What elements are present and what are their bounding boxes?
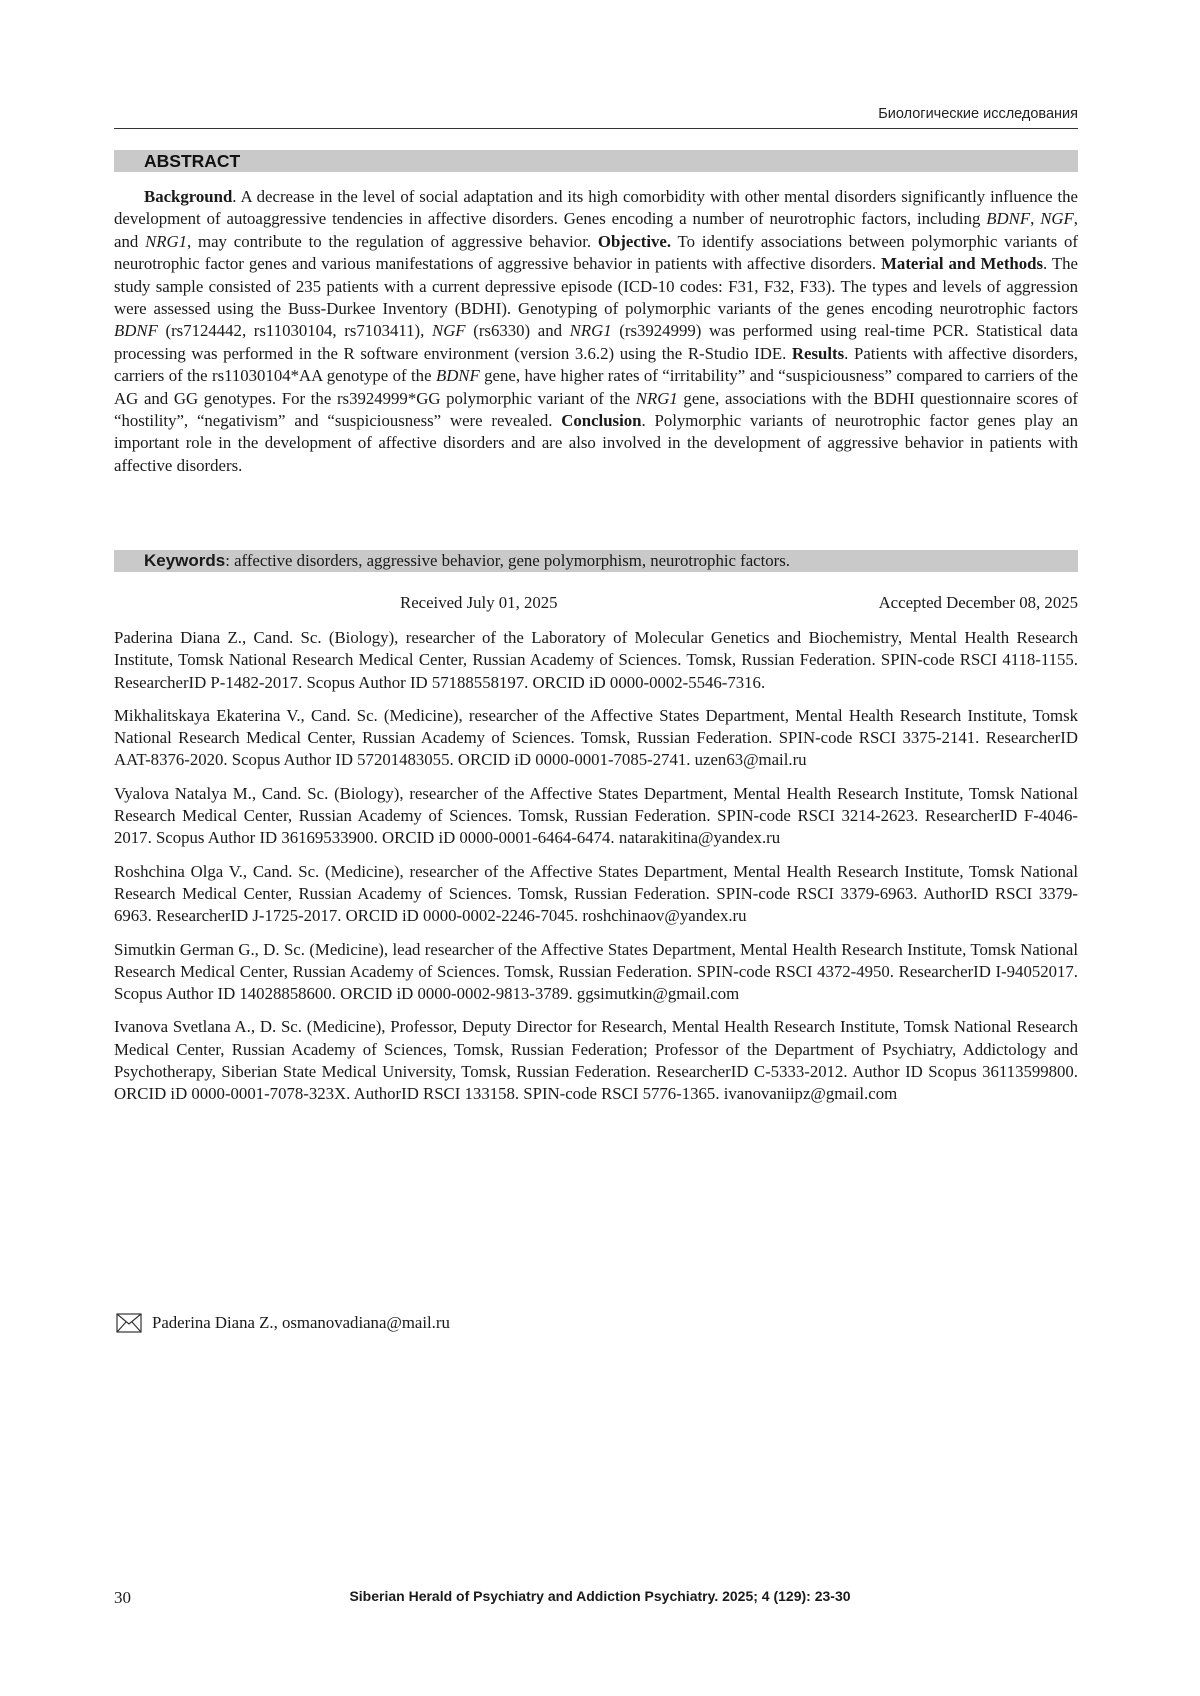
background-label: Background	[144, 187, 233, 206]
keywords-text: : affective disorders, aggressive behavior, gene polymorphism, neurotrophic factors.	[225, 551, 790, 570]
gene-name: NRG1	[145, 231, 188, 251]
author-entry: Simutkin German G., D. Sc. (Medicine), lead researcher of the Affective States Department, Mental Health Research Institute, Tomsk National Research Medical Center, Russian Academy of Sciences. Tomsk, Russian Federation. SPIN-code RSCI 4372-4950. ResearcherID I-94052017. Scopus Author ID 14028858600. ORCID iD 0000-0002-9813-3789. ggsimutkin@gmail.com	[114, 939, 1078, 1004]
abstract-heading: ABSTRACT	[144, 151, 241, 171]
keywords	[144, 550, 1074, 572]
results-label: Results	[791, 343, 845, 363]
separator: , and	[114, 209, 1078, 251]
header-rule	[114, 128, 1078, 129]
objective-text: To identify associations between polymorphic variants of neurotrophic factor genes and various manifestations of aggressive behavior in patients with affective disorders.	[114, 231, 1078, 274]
methods-text: (rs7124442, rs11030104, rs7103411),	[157, 321, 432, 341]
keywords-label: Keywords	[144, 551, 226, 570]
conclusion-text: . Polymorphic variants of neurotrophic factor genes play an important role in the development of affective disorders and are also involved in the development of aggressive behavior in patients with affective disorders.	[114, 411, 1078, 475]
gene-name: BDNF	[986, 209, 1031, 229]
methods-text: (rs3924999) was performed using real-time PCR. Statistical data processing was performed in the R software environment (version 3.6.2) using the R-Studio IDE.	[114, 321, 1078, 363]
author-entry: Roshchina Olga V., Cand. Sc. (Medicine), researcher of the Affective States Department, Mental Health Research Institute, Tomsk National Research Medical Center, Russian Academy of Sciences. Tomsk, Russian Federation. SPIN-code RSCI 3379-6963. AuthorID RSCI 3379-6963. ResearcherID J-1725-2017. ORCID iD 0000-0002-2246-7045. roshchinaov@yandex.ru	[114, 861, 1078, 926]
correspondence	[116, 1313, 450, 1333]
running-title: Биологические исследования	[878, 106, 1078, 122]
received-date: Received July 01, 2025	[400, 593, 558, 612]
gene-name: NGF	[1040, 209, 1074, 229]
results-text: gene, associations with the BDHI questionnaire scores of “hostility”, “negativism” and “suspiciousness” were revealed.	[114, 388, 1078, 431]
gene-name: NRG1	[569, 321, 612, 341]
background-text: . A decrease in the level of social adaptation and its high comorbidity with other mental disorders significantly influence the development of autoaggressive tendencies in affective disorders. Genes encoding a number of neurotrophic factors, including	[114, 187, 1078, 229]
separator: ,	[1030, 209, 1041, 229]
gene-name: NRG1	[635, 388, 678, 408]
author-entry: Ivanova Svetlana A., D. Sc. (Medicine), Professor, Deputy Director for Research, Mental Health Research Institute, Tomsk National Research Medical Center, Russian Academy of Sciences, Tomsk, Russian Federation; Professor of the Department of Psychiatry, Addictology and Psychotherapy, Siberian State Medical University, Tomsk, Russian Federation. ResearcherID C-5333-2012. Author ID Scopus 36113599800. ORCID iD 0000-0001-7078-323X. AuthorID RSCI 133158. SPIN-code RSCI 5776-1365. ivanovaniipz@gmail.com	[114, 1017, 1078, 1104]
author-list	[114, 627, 1078, 1117]
page-number: 30	[114, 1588, 131, 1607]
methods-label: Material and Methods	[881, 254, 1044, 274]
results-text: gene, have higher rates of “irritability” and “suspiciousness” compared to carriers of the AG and GG genotypes. For the rs3924999*GG polymorphic variant of the	[114, 366, 1078, 408]
abstract-text	[114, 186, 1078, 477]
objective-label: Objective.	[597, 231, 672, 251]
abstract-heading-band	[114, 150, 1078, 172]
author-entry: Vyalova Natalya M., Cand. Sc. (Biology), researcher of the Affective States Department, Mental Health Research Institute, Tomsk National Research Medical Center, Russian Academy of Sciences. Tomsk, Russian Federation. SPIN-code RSCI 3214-2623. ResearcherID F-4046-2017. Scopus Author ID 36169533900. ORCID iD 0000-0001-6464-6474. natarakitina@yandex.ru	[114, 783, 1078, 848]
results-text: . Patients with affective disorders, carriers of the rs11030104*AA genotype of the	[114, 343, 1078, 386]
envelope-icon	[116, 1313, 142, 1333]
gene-name: BDNF	[114, 321, 158, 341]
journal-citation: Siberian Herald of Psychiatry and Addiction Psychiatry. 2025; 4 (129): 23-30	[349, 1588, 851, 1604]
conclusion-label: Conclusion	[561, 411, 642, 431]
gene-name: NGF	[432, 321, 466, 341]
author-entry: Mikhalitskaya Ekaterina V., Cand. Sc. (Medicine), researcher of the Affective States Department, Mental Health Research Institute, Tomsk National Research Medical Center, Russian Academy of Sciences. Tomsk, Russian Federation. SPIN-code RSCI 3375-2141. ResearcherID AAT-8376-2020. Scopus Author ID 57201483055. ORCID iD 0000-0001-7085-2741. uzen63@mail.ru	[114, 705, 1078, 770]
author-entry: Paderina Diana Z., Cand. Sc. (Biology), researcher of the Laboratory of Molecular Genetics and Biochemistry, Mental Health Research Institute, Tomsk National Research Medical Center, Russian Academy of Sciences. Tomsk, Russian Federation. SPIN-code RSCI 4118-1155. ResearcherID P-1482-2017. Scopus Author ID 57188558197. ORCID iD 0000-0002-5546-7316.	[114, 628, 1078, 692]
gene-name: BDNF	[435, 366, 480, 386]
methods-text: . The study sample consisted of 235 patients with a current depressive episode (ICD-10 codes: F31, F32, F33). The types and levels of aggression were assessed using the Buss-Durkee Inventory (BDHI). Genotyping of polymorphic variants of the genes encoding neurotrophic factors	[114, 254, 1078, 319]
accepted-date: Accepted December 08, 2025	[878, 593, 1078, 612]
methods-text: (rs6330) and	[465, 321, 570, 341]
correspondence-text: Paderina Diana Z., osmanovadiana@mail.ru	[152, 1313, 450, 1332]
background-text: , may contribute to the regulation of aggressive behavior.	[187, 231, 598, 251]
